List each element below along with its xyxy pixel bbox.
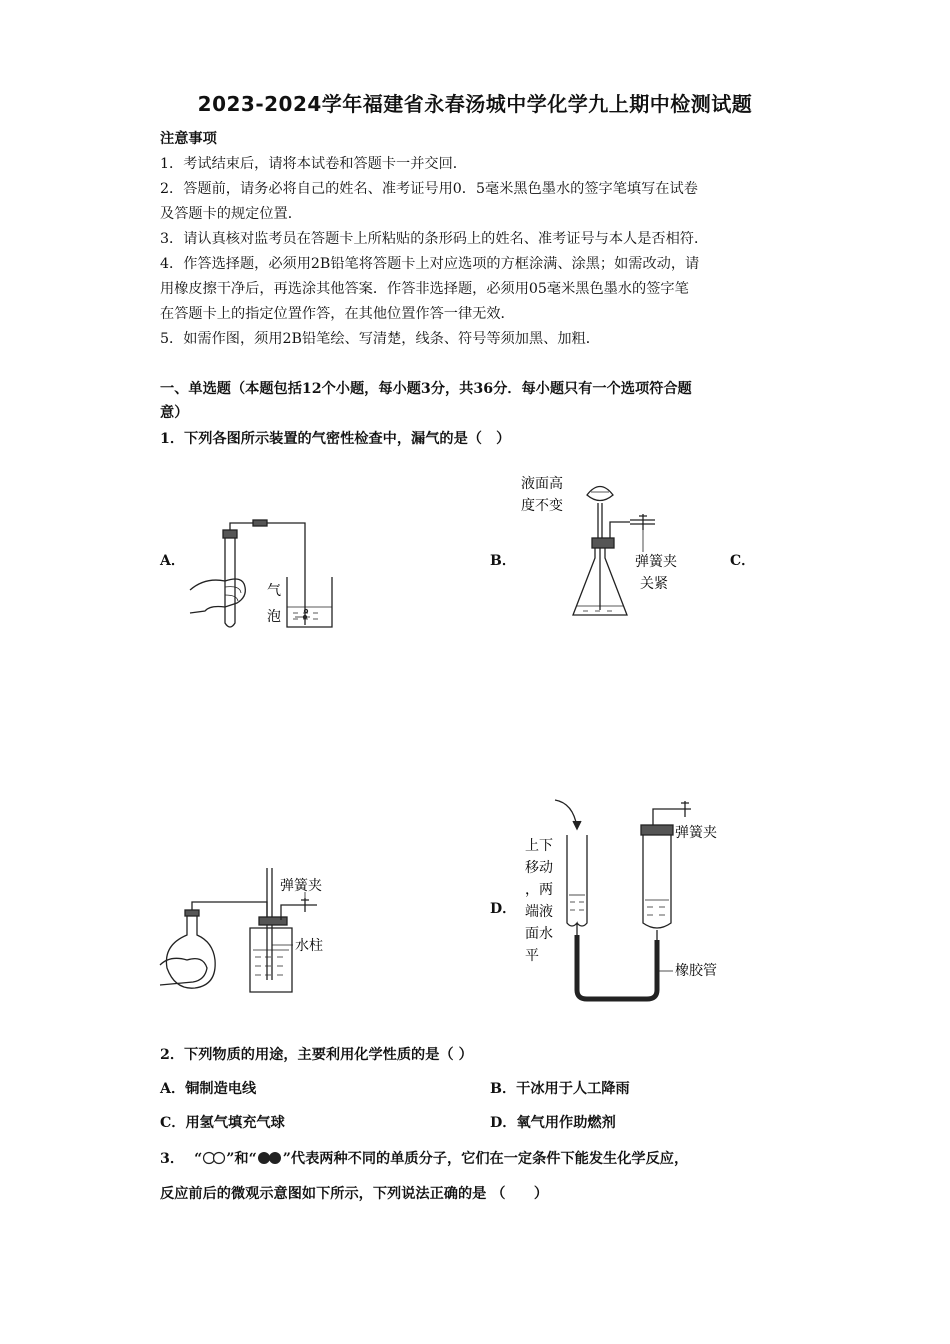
notice-line: 1．考试结束后，请将本试卷和答题卡一并交回． (160, 156, 467, 172)
figure-b-apparatus (515, 470, 705, 630)
figure-d-label: 弹簧夹 (675, 825, 717, 841)
question-3-rest: ”代表两种不同的单质分子，它们在一定条件下能发生化学反应， (282, 1151, 689, 1167)
figure-c-label: 水柱 (295, 938, 323, 954)
option-b-label: B． (490, 553, 516, 569)
figure-d-apparatus (515, 795, 745, 1005)
section-heading: 一、单选题（本题包括12个小题，每小题3分，共36分．每小题只有一个选项符合题 (160, 381, 692, 397)
figure-d-label: 面水 (525, 926, 553, 942)
figure-d-label: 平 (525, 948, 539, 964)
option-a-label: A． (160, 553, 185, 569)
hollow-molecule-icon (202, 1151, 226, 1165)
figure-d-label: 移动 (525, 860, 553, 876)
figure-d-label: 端液 (525, 904, 553, 920)
figure-d-label: 上下 (525, 838, 553, 854)
figure-b-label: 弹簧夹 (635, 554, 677, 570)
question-2-option-d: D．氧气用作助燃剂 (490, 1115, 616, 1131)
question-1-stem: 1．下列各图所示装置的气密性检查中，漏气的是（ ） (160, 431, 511, 447)
figure-c-label: 弹簧夹 (280, 878, 322, 894)
option-d-label: D． (490, 901, 517, 917)
question-2-stem: 2．下列物质的用途，主要利用化学性质的是（ ） (160, 1047, 473, 1063)
notice-line: 5．如需作图，须用2B铅笔绘、写清楚，线条、符号等须加黑、加粗． (160, 331, 600, 347)
page-title: 2023-2024学年福建省永春汤城中学化学九上期中检测试题 (197, 92, 753, 116)
section-heading-cont: 意） (160, 405, 189, 421)
notice-heading: 注意事项 (160, 131, 217, 147)
question-3-stem (160, 1148, 688, 1168)
notice-line: 在答题卡上的指定位置作答，在其他位置作答一律无效． (160, 306, 515, 322)
question-3-number: 3． (160, 1151, 185, 1167)
figure-a-apparatus (185, 515, 345, 640)
figure-c-apparatus (155, 860, 355, 1000)
question-2-option-a: A．铜制造电线 (160, 1081, 257, 1097)
quote-mid: ”和“ (226, 1151, 257, 1167)
notice-line: 用橡皮擦干净后，再选涂其他答案．作答非选择题，必须用05毫米黑色墨水的签字笔 (160, 281, 689, 297)
question-2-option-c: C．用氢气填充气球 (160, 1115, 285, 1131)
figure-b-label: 度不变 (521, 498, 563, 514)
notice-line: 2．答题前，请务必将自己的姓名、准考证号用0．5毫米黑色墨水的签字笔填写在试卷 (160, 181, 698, 197)
notice-line: 3．请认真核对监考员在答题卡上所粘贴的条形码上的姓名、准考证号与本人是否相符． (160, 231, 709, 247)
notice-line: 及答题卡的规定位置． (160, 206, 302, 222)
figure-d-label: ，两 (525, 882, 553, 898)
quote-open: “ (194, 1151, 203, 1167)
figure-b-label: 液面高 (521, 476, 563, 492)
notice-line: 4．作答选择题，必须用2B铅笔将答题卡上对应选项的方框涂满、涂黑；如需改动，请 (160, 256, 700, 272)
solid-molecule-icon (257, 1151, 283, 1165)
question-3-line2: 反应前后的微观示意图如下所示，下列说法正确的是 （ ） (160, 1186, 549, 1202)
figure-a-label: 气 (267, 583, 281, 599)
question-2-option-b: B．干冰用于人工降雨 (490, 1081, 630, 1097)
figure-a-label: 泡 (267, 609, 281, 625)
figure-b-label: 关紧 (640, 576, 668, 592)
option-c-label: C． (730, 553, 756, 569)
figure-d-label: 橡胶管 (675, 963, 717, 979)
